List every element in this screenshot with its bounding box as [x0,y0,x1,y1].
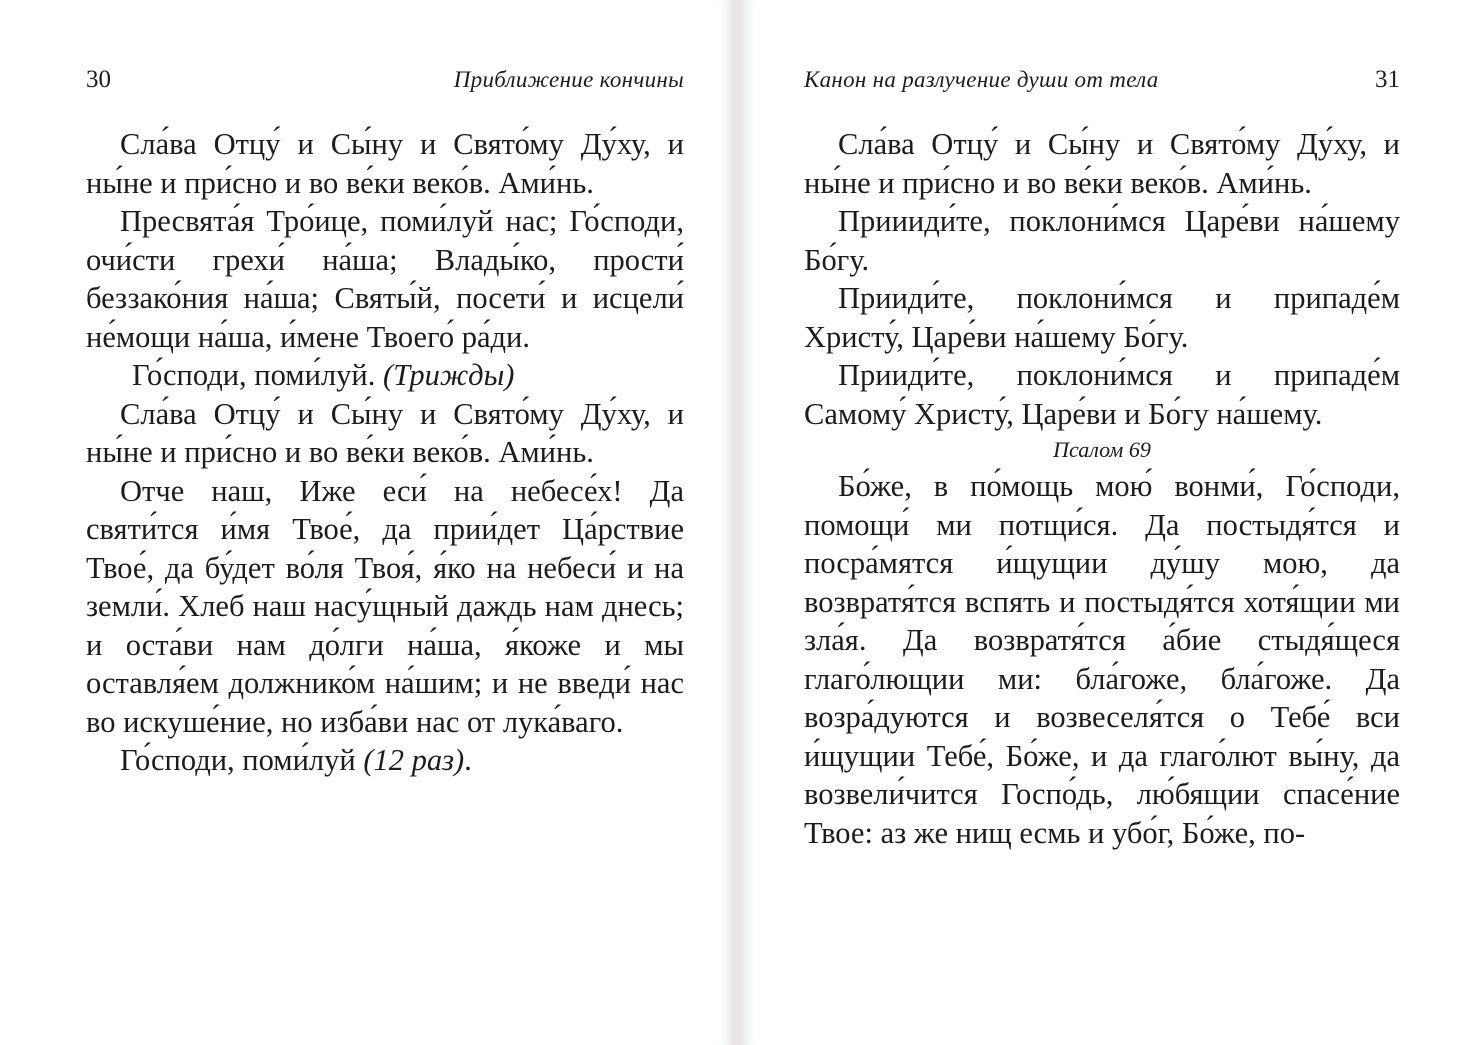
paragraph-come-worship-1: Приииди́те, поклони́мся Царе́ви на́шему Бо́гу. [804,204,1400,277]
paragraph-glory-2: Сла́ва Отцу́ и Сы́ну и Свято́му Ду́ху, и ны́не и при́сно и во ве́ки веко́в. Ами́нь. [86,396,684,469]
paragraph-glory: Сла́ва Отцу́ и Сы́ну и Свято́му Ду́ху, и ны́не и при́сно и во ве́ки веко́в. Ами́нь. [86,127,684,200]
left-page [0,0,734,1045]
paragraph-come-worship-3: Прииди́те, поклони́мся и припаде́м Самому́ Христу́, Царе́ви и Бо́гу на́шему. [804,358,1400,431]
right-page-body [804,125,1400,852]
period: . [464,743,472,777]
paragraph-psalm-69: Бо́же, в по́мощь мою́ вонми́, Го́споди, помощи́ ми потщи́ся. Да постыдя́тся и посра́мятся и́щущии ду́шу мою, да возвратя́тся вспять и постыдя́тся хотя́щии ми зла́я. Да возвратя́тся а́бие стыдя́щеся глаго́лющии ми: бла́гоже, бла́гоже. Да возра́дуются и возвеселя́тся о Тебе́ вси и́щущии Тебе́, Бо́же, и да глаго́лют вы́ну, да возвели́чится Госпо́дь, лю́бящии спасе́ние Твое: аз же нищ есмь и убо́г, Бо́же, по- [804,469,1400,850]
page-number: 31 [1375,66,1400,93]
paragraph-glory: Сла́ва Отцу́ и Сы́ну и Свято́му Ду́ху, и ны́не и при́сно и во ве́ки веко́в. Ами́нь. [804,127,1400,200]
prayer-text: Го́споди, поми́луй. [132,358,376,392]
paragraph-trinity: Пресвята́я Тро́ице, поми́луй нас; Го́споди, очи́сти грехи́ на́ша; Влады́ко, прости́ беззако́ния на́ша; Святы́й, посети́ и исцели́ не́мощи на́ша, и́мене Твоего́ ра́ди. [86,204,684,354]
right-page-header [804,66,1400,110]
psalm-heading: Псалом 69 [1053,437,1151,462]
running-title: Приближение кончины [453,67,684,92]
paragraph-our-father: Отче наш, Иже еси́ на небесе́х! Да святи́тся и́мя Твое́, да прии́дет Ца́рствие Твое́, да бу́дет во́ля Твоя́, я́ко на небеси́ и на земли́. Хлеб наш насу́щный даждь нам днесь; и оста́ви нам до́лги на́ша, я́коже и мы оставля́ем должнико́м на́шим; и не введи́ нас во искуше́ние, но изба́ви нас от лука́ваго. [86,473,684,739]
left-page-body [86,125,684,780]
rubric-thrice: (Трижды) [382,358,515,392]
prayer-text: Го́споди, поми́луй [120,743,356,777]
book-gutter [734,0,742,1045]
rubric-12-times: (12 раз) [363,743,465,777]
paragraph-lord-have-mercy-12 [86,741,684,780]
page-number: 30 [86,66,111,93]
right-page [742,0,1476,1045]
left-page-header [86,66,684,110]
running-title: Канон на разлучение души от тела [804,67,1159,92]
paragraph-lord-have-mercy [86,356,684,395]
paragraph-come-worship-2: Прииди́те, поклони́мся и припаде́м Христу́, Царе́ви на́шему Бо́гу. [804,281,1400,354]
